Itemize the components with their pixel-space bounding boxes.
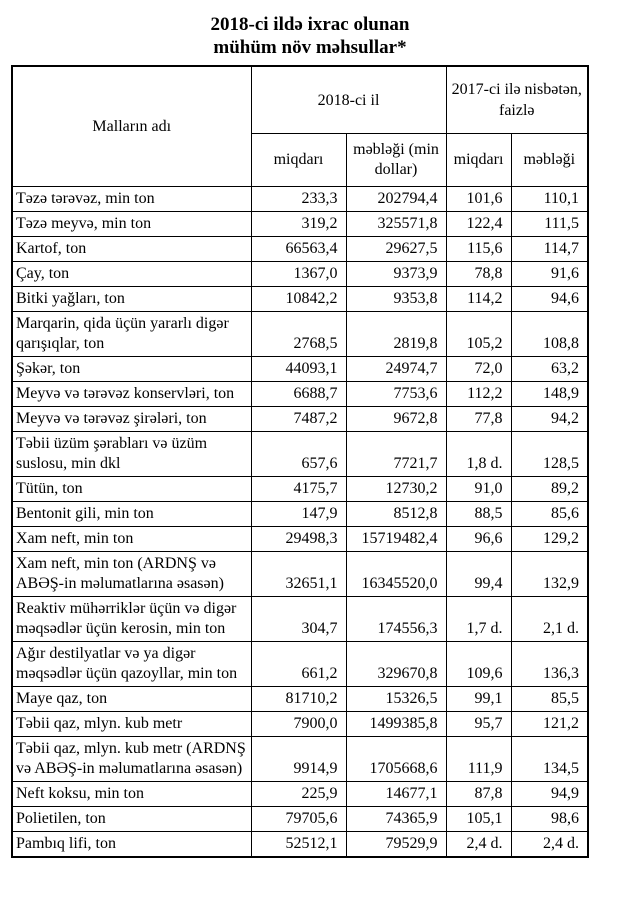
amount-percent-cell: 2,1 d. — [511, 597, 588, 642]
header-product-name: Malların adı — [12, 66, 251, 187]
table-row — [12, 407, 588, 432]
qty-percent-cell: 101,6 — [446, 187, 511, 212]
product-name-cell: Marqarin, qida üçün yararlı digər qarışıqlar, ton — [12, 312, 251, 357]
product-name-cell: Bentonit gili, min ton — [12, 502, 251, 527]
product-name-cell: Şəkər, ton — [12, 357, 251, 382]
product-name-cell: Maye qaz, ton — [12, 687, 251, 712]
qty-2018-cell: 9914,9 — [251, 737, 346, 782]
amount-percent-cell: 111,5 — [511, 212, 588, 237]
table-row — [12, 237, 588, 262]
qty-2018-cell: 233,3 — [251, 187, 346, 212]
qty-2018-cell: 29498,3 — [251, 527, 346, 552]
qty-percent-cell: 78,8 — [446, 262, 511, 287]
qty-2018-cell: 657,6 — [251, 432, 346, 477]
table-row — [12, 687, 588, 712]
product-name-cell: Təbii qaz, mlyn. kub metr — [12, 712, 251, 737]
amount-percent-cell: 94,6 — [511, 287, 588, 312]
qty-2018-cell: 52512,1 — [251, 832, 346, 858]
table-row — [12, 502, 588, 527]
amount-percent-cell: 148,9 — [511, 382, 588, 407]
table-row — [12, 807, 588, 832]
table-row — [12, 477, 588, 502]
amount-2018-cell: 7721,7 — [346, 432, 446, 477]
product-name-cell: Meyvə və tərəvəz konservləri, ton — [12, 382, 251, 407]
qty-2018-cell: 319,2 — [251, 212, 346, 237]
amount-percent-cell: 63,2 — [511, 357, 588, 382]
page-title — [0, 0, 620, 59]
amount-percent-cell: 121,2 — [511, 712, 588, 737]
amount-percent-cell: 114,7 — [511, 237, 588, 262]
amount-percent-cell: 108,8 — [511, 312, 588, 357]
product-name-cell: Təbii qaz, mlyn. kub metr (ARDNŞ və ABƏŞ-in məlumatlarına əsasən) — [12, 737, 251, 782]
qty-2018-cell: 147,9 — [251, 502, 346, 527]
amount-2018-cell: 14677,1 — [346, 782, 446, 807]
page-title-line2: mühüm növ məhsullar* — [213, 37, 407, 58]
table-row — [12, 527, 588, 552]
qty-percent-cell: 1,8 d. — [446, 432, 511, 477]
page-title-line1: 2018-ci ildə ixrac olunan — [210, 14, 410, 35]
qty-percent-cell: 72,0 — [446, 357, 511, 382]
qty-2018-cell: 79705,6 — [251, 807, 346, 832]
qty-percent-cell: 77,8 — [446, 407, 511, 432]
product-name-cell: Pambıq lifi, ton — [12, 832, 251, 858]
qty-percent-cell: 87,8 — [446, 782, 511, 807]
table-row — [12, 737, 588, 782]
qty-2018-cell: 7487,2 — [251, 407, 346, 432]
amount-percent-cell: 85,6 — [511, 502, 588, 527]
export-products-table — [11, 65, 589, 858]
qty-2018-cell: 7900,0 — [251, 712, 346, 737]
qty-percent-cell: 105,2 — [446, 312, 511, 357]
header-qty-2018: miqdarı — [251, 134, 346, 187]
qty-2018-cell: 4175,7 — [251, 477, 346, 502]
amount-2018-cell: 8512,8 — [346, 502, 446, 527]
amount-percent-cell: 94,2 — [511, 407, 588, 432]
product-name-cell: Təbii üzüm şərabları və üzüm suslosu, min dkl — [12, 432, 251, 477]
qty-percent-cell: 112,2 — [446, 382, 511, 407]
product-name-cell: Kartof, ton — [12, 237, 251, 262]
product-name-cell: Meyvə və tərəvəz şirələri, ton — [12, 407, 251, 432]
table-row — [12, 212, 588, 237]
amount-2018-cell: 1499385,8 — [346, 712, 446, 737]
qty-2018-cell: 304,7 — [251, 597, 346, 642]
product-name-cell: Polietilen, ton — [12, 807, 251, 832]
amount-2018-cell: 24974,7 — [346, 357, 446, 382]
product-name-cell: Xam neft, min ton (ARDNŞ və ABƏŞ-in məlumatlarına əsasən) — [12, 552, 251, 597]
amount-2018-cell: 15719482,4 — [346, 527, 446, 552]
amount-2018-cell: 15326,5 — [346, 687, 446, 712]
header-amount-percent: məbləği — [511, 134, 588, 187]
header-group-2017-percent: 2017-ci ilə nisbətən, faizlə — [446, 66, 588, 134]
amount-2018-cell: 329670,8 — [346, 642, 446, 687]
amount-2018-cell: 79529,9 — [346, 832, 446, 858]
qty-percent-cell: 1,7 d. — [446, 597, 511, 642]
amount-percent-cell: 98,6 — [511, 807, 588, 832]
amount-2018-cell: 16345520,0 — [346, 552, 446, 597]
table-row — [12, 287, 588, 312]
qty-percent-cell: 105,1 — [446, 807, 511, 832]
amount-percent-cell: 91,6 — [511, 262, 588, 287]
product-name-cell: Reaktiv mühərriklər üçün və digər məqsədlər üçün kerosin, min ton — [12, 597, 251, 642]
qty-2018-cell: 661,2 — [251, 642, 346, 687]
table-row — [12, 382, 588, 407]
amount-2018-cell: 9353,8 — [346, 287, 446, 312]
header-row-groups — [12, 66, 588, 134]
product-name-cell: Çay, ton — [12, 262, 251, 287]
qty-2018-cell: 6688,7 — [251, 382, 346, 407]
amount-percent-cell: 94,9 — [511, 782, 588, 807]
header-group-2018: 2018-ci il — [251, 66, 446, 134]
product-name-cell: Təzə meyvə, min ton — [12, 212, 251, 237]
amount-percent-cell: 85,5 — [511, 687, 588, 712]
qty-percent-cell: 111,9 — [446, 737, 511, 782]
qty-percent-cell: 122,4 — [446, 212, 511, 237]
amount-2018-cell: 7753,6 — [346, 382, 446, 407]
product-name-cell: Bitki yağları, ton — [12, 287, 251, 312]
table-header — [12, 66, 588, 187]
qty-percent-cell: 95,7 — [446, 712, 511, 737]
qty-percent-cell: 91,0 — [446, 477, 511, 502]
table-row — [12, 312, 588, 357]
table-row — [12, 357, 588, 382]
qty-2018-cell: 225,9 — [251, 782, 346, 807]
header-amount-2018: məbləği (min dollar) — [346, 134, 446, 187]
table-row — [12, 432, 588, 477]
amount-percent-cell: 89,2 — [511, 477, 588, 502]
qty-2018-cell: 10842,2 — [251, 287, 346, 312]
product-name-cell: Neft koksu, min ton — [12, 782, 251, 807]
qty-percent-cell: 88,5 — [446, 502, 511, 527]
amount-percent-cell: 128,5 — [511, 432, 588, 477]
amount-2018-cell: 9373,9 — [346, 262, 446, 287]
amount-2018-cell: 74365,9 — [346, 807, 446, 832]
qty-2018-cell: 44093,1 — [251, 357, 346, 382]
table-row — [12, 262, 588, 287]
qty-2018-cell: 32651,1 — [251, 552, 346, 597]
table-row — [12, 187, 588, 212]
qty-percent-cell: 2,4 d. — [446, 832, 511, 858]
amount-2018-cell: 29627,5 — [346, 237, 446, 262]
product-name-cell: Xam neft, min ton — [12, 527, 251, 552]
table-row — [12, 552, 588, 597]
amount-percent-cell: 2,4 d. — [511, 832, 588, 858]
amount-2018-cell: 1705668,6 — [346, 737, 446, 782]
qty-2018-cell: 66563,4 — [251, 237, 346, 262]
amount-2018-cell: 202794,4 — [346, 187, 446, 212]
qty-2018-cell: 1367,0 — [251, 262, 346, 287]
qty-2018-cell: 2768,5 — [251, 312, 346, 357]
amount-2018-cell: 174556,3 — [346, 597, 446, 642]
header-qty-percent: miqdarı — [446, 134, 511, 187]
amount-percent-cell: 110,1 — [511, 187, 588, 212]
product-name-cell: Tütün, ton — [12, 477, 251, 502]
amount-2018-cell: 12730,2 — [346, 477, 446, 502]
qty-percent-cell: 99,1 — [446, 687, 511, 712]
table-body — [12, 187, 588, 858]
qty-percent-cell: 96,6 — [446, 527, 511, 552]
product-name-cell: Təzə tərəvəz, min ton — [12, 187, 251, 212]
amount-percent-cell: 132,9 — [511, 552, 588, 597]
amount-percent-cell: 136,3 — [511, 642, 588, 687]
qty-percent-cell: 115,6 — [446, 237, 511, 262]
amount-2018-cell: 9672,8 — [346, 407, 446, 432]
qty-percent-cell: 109,6 — [446, 642, 511, 687]
amount-2018-cell: 2819,8 — [346, 312, 446, 357]
table-row — [12, 712, 588, 737]
qty-percent-cell: 114,2 — [446, 287, 511, 312]
table-row — [12, 597, 588, 642]
amount-2018-cell: 325571,8 — [346, 212, 446, 237]
qty-2018-cell: 81710,2 — [251, 687, 346, 712]
table-row — [12, 782, 588, 807]
qty-percent-cell: 99,4 — [446, 552, 511, 597]
amount-percent-cell: 134,5 — [511, 737, 588, 782]
table-row — [12, 832, 588, 858]
table-row — [12, 642, 588, 687]
product-name-cell: Ağır destilyatlar və ya digər məqsədlər üçün qazoyllar, min ton — [12, 642, 251, 687]
amount-percent-cell: 129,2 — [511, 527, 588, 552]
